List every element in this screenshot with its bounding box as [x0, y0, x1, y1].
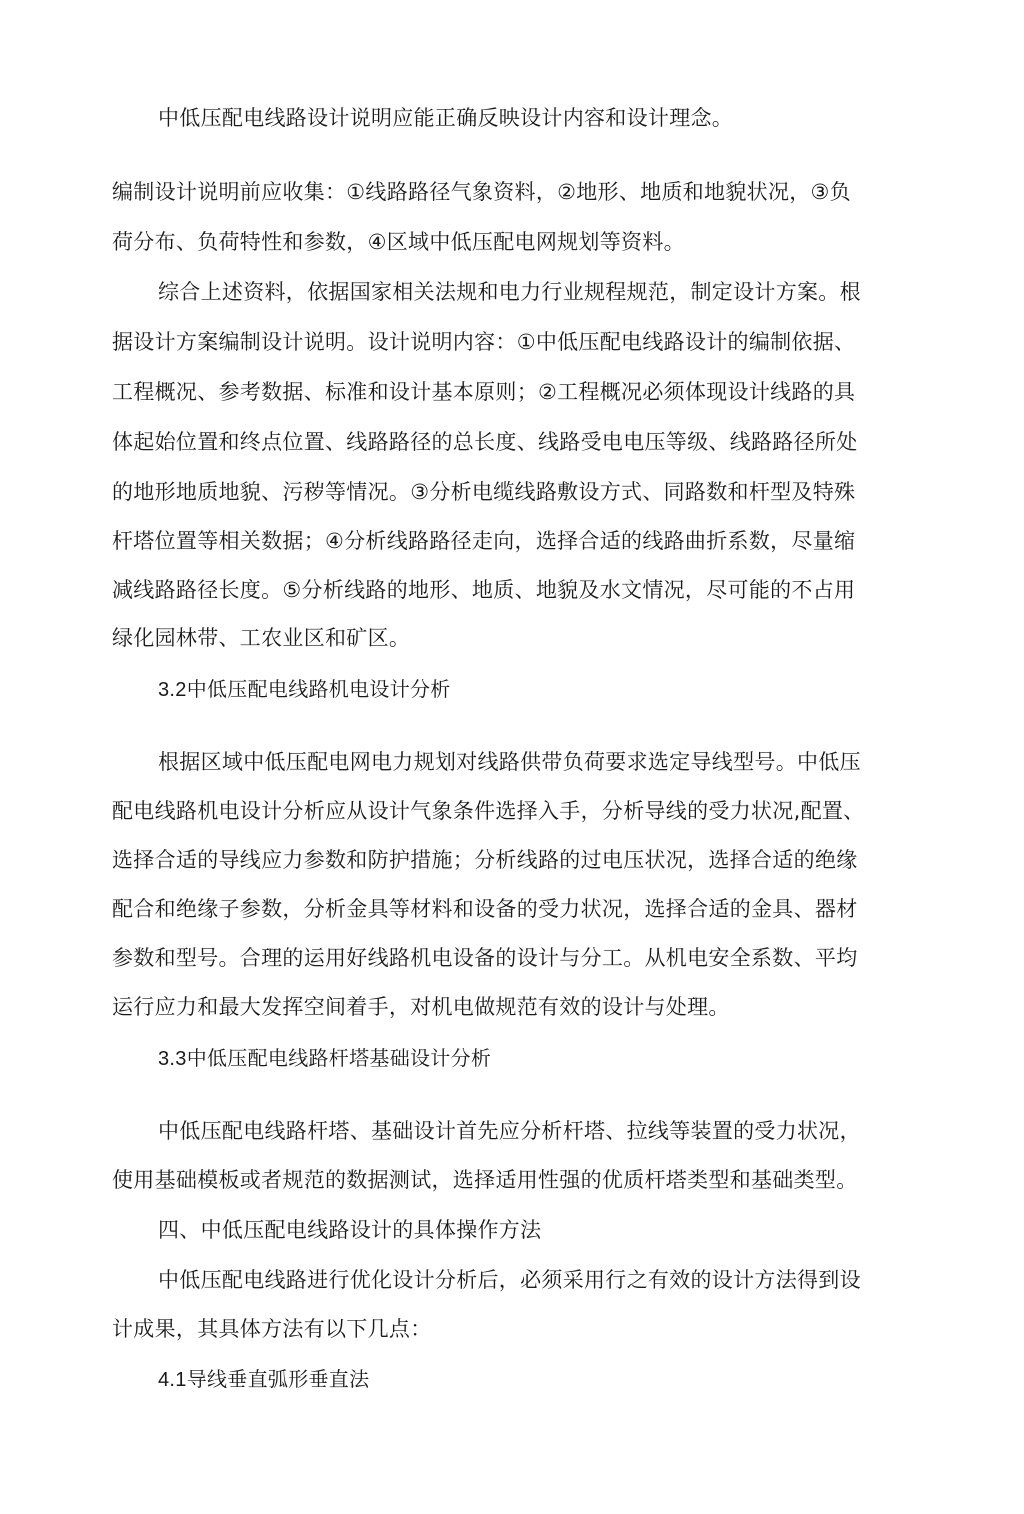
paragraph-mech-line-3: 选择合适的导线应力参数和防护措施；分析线路的过电压状况，选择合适的绝缘 — [112, 848, 858, 872]
paragraph-design-line-8: 绿化园林带、工农业区和矿区。 — [112, 626, 411, 650]
paragraph-tower-line-2: 使用基础模板或者规范的数据测试，选择适用性强的优质杆塔类型和基础类型。 — [112, 1168, 858, 1192]
paragraph-design-line-6: 杆塔位置等相关数据；④分析线路路径走向，选择合适的线路曲折系数，尽量缩 — [112, 529, 856, 553]
paragraph-collect-line-1: 编制设计说明前应收集：①线路路径气象资料，②地形、地质和地貌状况，③负 — [112, 180, 851, 204]
section-heading-3-2: 3.2中低压配电线路机电设计分析 — [158, 679, 451, 701]
paragraph-mech-line-4: 配合和绝缘子参数，分析金具等材料和设备的受力状况，选择合适的金具、器材 — [112, 897, 858, 921]
paragraph-mech-line-2: 配电线路机电设计分析应从设计气象条件选择入手，分析导线的受力状况,配置、 — [112, 799, 865, 823]
paragraph-design-line-3: 工程概况、参考数据、标准和设计基本原则；②工程概况必须体现设计线路的具 — [112, 380, 856, 404]
paragraph-design-line-5: 的地形地质地貌、污秽等情况。③分析电缆线路敷设方式、同路数和杆型及特殊 — [112, 480, 856, 504]
paragraph-method-line-1: 中低压配电线路进行优化设计分析后，必须采用行之有效的设计方法得到设 — [158, 1268, 861, 1292]
paragraph-design-line-4: 体起始位置和终点位置、线路路径的总长度、线路受电电压等级、线路路径所处 — [112, 430, 858, 454]
paragraph-collect-line-2: 荷分布、负荷特性和参数，④区域中低压配电网规划等资料。 — [112, 230, 685, 254]
paragraph-mech-line-5: 参数和型号。合理的运用好线路机电设备的设计与分工。从机电安全系数、平均 — [112, 946, 858, 970]
paragraph-design-line-2: 据设计方案编制设计说明。设计说明内容：①中低压配电线路设计的编制依据、 — [112, 330, 856, 354]
section-heading-4-1: 4.1导线垂直弧形垂直法 — [158, 1369, 370, 1391]
paragraph-mech-line-1: 根据区域中低压配电网电力规划对线路供带负荷要求选定导线型号。中低压 — [158, 750, 861, 774]
paragraph-intro-line-1: 中低压配电线路设计说明应能正确反映设计内容和设计理念。 — [158, 106, 734, 130]
paragraph-mech-line-6: 运行应力和最大发挥空间着手，对机电做规范有效的设计与处理。 — [112, 995, 730, 1019]
paragraph-method-line-2: 计成果，其具体方法有以下几点： — [112, 1317, 432, 1341]
paragraph-design-line-7: 减线路路径长度。⑤分析线路的地形、地质、地貌及水文情况，尽可能的不占用 — [112, 578, 856, 602]
paragraph-design-line-1: 综合上述资料，依据国家相关法规和电力行业规程规范，制定设计方案。根 — [158, 280, 861, 304]
section-heading-3-3: 3.3中低压配电线路杆塔基础设计分析 — [158, 1048, 492, 1070]
section-heading-4: 四、中低压配电线路设计的具体操作方法 — [158, 1218, 542, 1242]
paragraph-tower-line-1: 中低压配电线路杆塔、基础设计首先应分析杆塔、拉线等装置的受力状况， — [158, 1119, 861, 1143]
